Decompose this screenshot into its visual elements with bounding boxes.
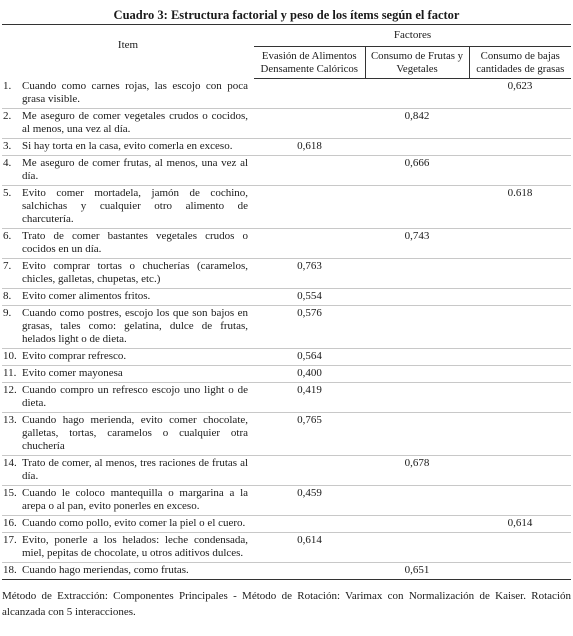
table-row [2, 288, 571, 305]
loading-factor-2 [365, 138, 469, 155]
loading-factor-2 [365, 348, 469, 365]
item-text: Trato de comer, al menos, tres raciones de frutas al día. [22, 455, 254, 485]
loading-factor-1 [254, 228, 365, 258]
table-row [2, 455, 571, 485]
loading-factor-3 [469, 138, 571, 155]
loading-factor-2 [365, 515, 469, 532]
table-row [2, 185, 571, 228]
table-row [2, 412, 571, 455]
table-body [2, 79, 571, 580]
loading-factor-2: 0,678 [365, 455, 469, 485]
item-number: 15. [2, 485, 22, 515]
loading-factor-3 [469, 348, 571, 365]
table-row [2, 138, 571, 155]
item-text: Me aseguro de comer frutas, al menos, una vez al día. [22, 155, 254, 185]
item-number: 6. [2, 228, 22, 258]
item-text: Me aseguro de comer vegetales crudos o cocidos, al menos, una vez al día. [22, 108, 254, 138]
loading-factor-3 [469, 485, 571, 515]
loading-factor-2 [365, 185, 469, 228]
loading-factor-2: 0,743 [365, 228, 469, 258]
loading-factor-1 [254, 185, 365, 228]
loading-factor-2 [365, 365, 469, 382]
loading-factor-1: 0,614 [254, 532, 365, 562]
item-text: Trato de comer bastantes vegetales crudos o cocidos en un día. [22, 228, 254, 258]
loading-factor-3 [469, 258, 571, 288]
loading-factor-3 [469, 455, 571, 485]
loading-factor-1 [254, 108, 365, 138]
loading-factor-2 [365, 79, 469, 109]
loading-factor-3 [469, 532, 571, 562]
header-factor-1: Evasión de Alimentos Densamente Calóricos [254, 47, 365, 79]
loading-factor-1: 0,419 [254, 382, 365, 412]
header-item: Item [2, 25, 254, 79]
table-row [2, 382, 571, 412]
table-row [2, 79, 571, 109]
loading-factor-3 [469, 412, 571, 455]
loading-factor-3 [469, 155, 571, 185]
item-text: Evito comprar refresco. [22, 348, 254, 365]
loading-factor-1: 0,618 [254, 138, 365, 155]
table-row [2, 155, 571, 185]
loading-factor-1 [254, 562, 365, 579]
item-text: Cuando le coloco mantequilla o margarina a la arepa o al pan, evito ponerles en exceso. [22, 485, 254, 515]
item-number: 7. [2, 258, 22, 288]
loading-factor-2 [365, 288, 469, 305]
loading-factor-1: 0,564 [254, 348, 365, 365]
loading-factor-3 [469, 562, 571, 579]
table-row [2, 485, 571, 515]
loading-factor-3 [469, 288, 571, 305]
loading-factor-3: 0,614 [469, 515, 571, 532]
loading-factor-1: 0,554 [254, 288, 365, 305]
item-text: Cuando compro un refresco escojo uno light o de dieta. [22, 382, 254, 412]
table-row [2, 258, 571, 288]
item-text: Evito comer alimentos fritos. [22, 288, 254, 305]
header-factor-3: Consumo de bajas cantidades de grasas [469, 47, 571, 79]
item-number: 2. [2, 108, 22, 138]
item-number: 9. [2, 305, 22, 348]
factor-table [2, 24, 571, 580]
loading-factor-1: 0,763 [254, 258, 365, 288]
loading-factor-2 [365, 532, 469, 562]
loading-factor-3 [469, 382, 571, 412]
loading-factor-3: 0,623 [469, 79, 571, 109]
loading-factor-2 [365, 485, 469, 515]
table-title: Cuadro 3: Estructura factorial y peso de los ítems según el factor [113, 8, 460, 22]
loading-factor-3 [469, 228, 571, 258]
item-number: 17. [2, 532, 22, 562]
item-text: Cuando hago meriendas, como frutas. [22, 562, 254, 579]
item-text: Evito comer mortadela, jamón de cochino, salchichas y cualquier otro alimento de charcutería. [22, 185, 254, 228]
item-number: 18. [2, 562, 22, 579]
item-number: 16. [2, 515, 22, 532]
loading-factor-3 [469, 365, 571, 382]
loading-factor-1 [254, 155, 365, 185]
table-row [2, 348, 571, 365]
footnote: Método de Extracción: Componentes Principales - Método de Rotación: Varimax con Normalización de Kaiser. Rotación alcanzada con 5 interacciones. [2, 589, 571, 618]
table-row [2, 562, 571, 579]
loading-factor-2 [365, 412, 469, 455]
item-number: 4. [2, 155, 22, 185]
header-factor-2: Consumo de Frutas y Vegetales [365, 47, 469, 79]
item-text: Evito comprar tortas o chucherías (caramelos, chicles, galletas, chupetas, etc.) [22, 258, 254, 288]
item-number: 1. [2, 79, 22, 109]
loading-factor-1: 0,576 [254, 305, 365, 348]
loading-factor-1 [254, 79, 365, 109]
loading-factor-2: 0,651 [365, 562, 469, 579]
item-text: Cuando hago merienda, evito comer chocolate, galletas, tortas, caramelos o cualquier otra chuchería [22, 412, 254, 455]
item-number: 10. [2, 348, 22, 365]
item-number: 8. [2, 288, 22, 305]
loading-factor-2 [365, 258, 469, 288]
loading-factor-2: 0,842 [365, 108, 469, 138]
loading-factor-2 [365, 382, 469, 412]
loading-factor-3 [469, 108, 571, 138]
item-number: 12. [2, 382, 22, 412]
header-factores: Factores [254, 25, 571, 47]
table-row [2, 515, 571, 532]
item-text: Evito comer mayonesa [22, 365, 254, 382]
item-number: 3. [2, 138, 22, 155]
item-text: Cuando como postres, escojo los que son bajos en grasas, tales como: gelatina, dulce de frutas, helados light o de dieta. [22, 305, 254, 348]
loading-factor-2: 0,666 [365, 155, 469, 185]
table-row [2, 365, 571, 382]
item-number: 13. [2, 412, 22, 455]
item-text: Si hay torta en la casa, evito comerla en exceso. [22, 138, 254, 155]
item-text: Cuando como pollo, evito comer la piel o el cuero. [22, 515, 254, 532]
table-row [2, 305, 571, 348]
loading-factor-3: 0.618 [469, 185, 571, 228]
loading-factor-1: 0,765 [254, 412, 365, 455]
item-number: 5. [2, 185, 22, 228]
table-row [2, 532, 571, 562]
loading-factor-1: 0,400 [254, 365, 365, 382]
loading-factor-1 [254, 455, 365, 485]
loading-factor-1 [254, 515, 365, 532]
item-text: Evito, ponerle a los helados: leche condensada, miel, pepitas de chocolate, u otros aditivos dulces. [22, 532, 254, 562]
loading-factor-2 [365, 305, 469, 348]
loading-factor-1: 0,459 [254, 485, 365, 515]
loading-factor-3 [469, 305, 571, 348]
item-number: 14. [2, 455, 22, 485]
table-row [2, 108, 571, 138]
table-row [2, 228, 571, 258]
item-number: 11. [2, 365, 22, 382]
item-text: Cuando como carnes rojas, las escojo con poca grasa visible. [22, 79, 254, 109]
